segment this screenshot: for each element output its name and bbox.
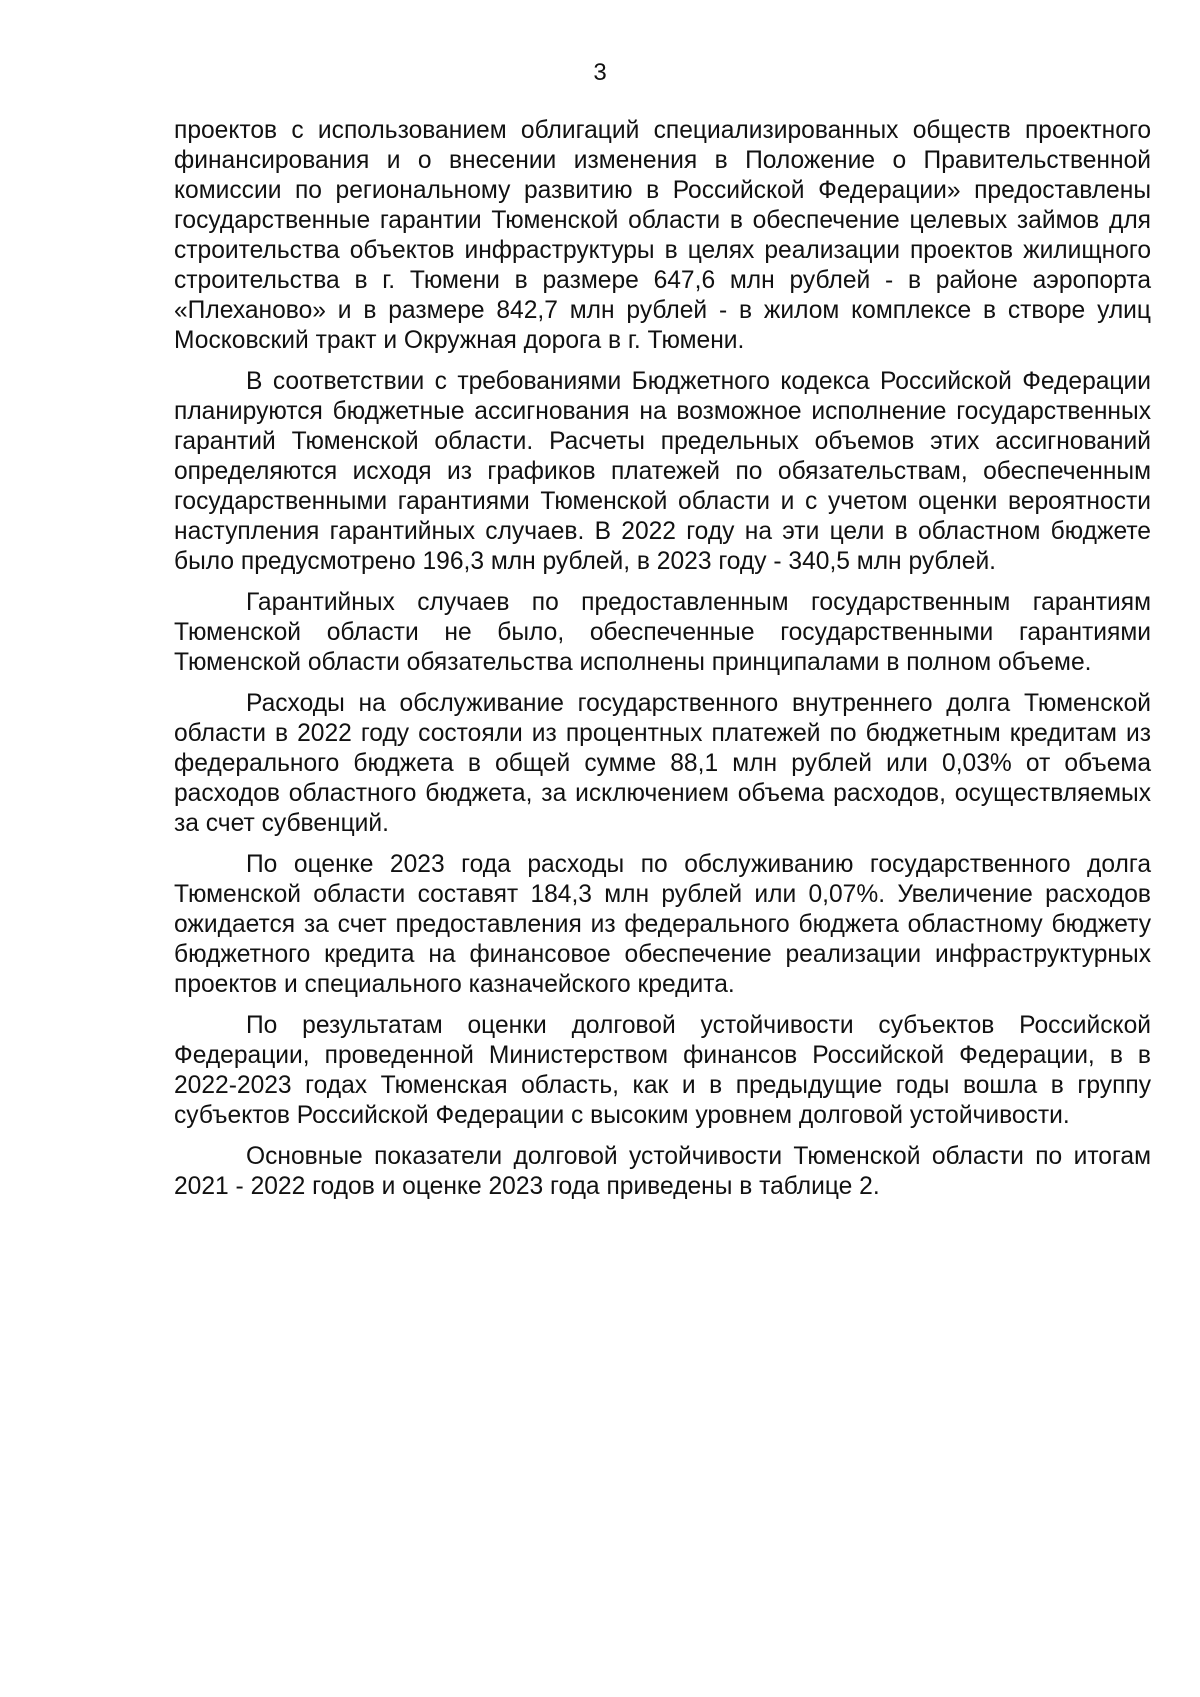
- paragraph-continuation: проектов с использованием облигаций специализированных обществ проектного финансирования и о внесении изменения в Положение о Правительственной комиссии по региональному развитию в Российской Федерации» предоставлены государственные гарантии Тюменской области в обеспечение целевых займов для строительства объектов инфраструктуры в целях реализации проектов жилищного строительства в г. Тюмени в размере 647,6 млн рублей - в районе аэропорта «Плеханово» и в размере 842,7 млн рублей - в жилом комплексе в створе улиц Московский тракт и Окружная дорога в г. Тюмени.: [174, 117, 1151, 354]
- paragraph-guarantee-cases: Гарантийных случаев по предоставленным государственным гарантиям Тюменской области не было, обеспеченные государственными гарантиями Тюменской области обязательства исполнены принципалами в полном объеме.: [174, 589, 1151, 676]
- paragraph-debt-service-2022: Расходы на обслуживание государственного внутреннего долга Тюменской области в 2022 году состояли из процентных платежей по бюджетным кредитам из федерального бюджета в общей сумме 88,1 млн рублей или 0,03% от объема расходов областного бюджета, за исключением объема расходов, осуществляемых за счет субвенций.: [174, 690, 1151, 837]
- document-body: [174, 116, 1151, 1213]
- paragraph-debt-service-2023: По оценке 2023 года расходы по обслуживанию государственного долга Тюменской области составят 184,3 млн рублей или 0,07%. Увеличение расходов ожидается за счет предоставления из федерального бюджета областному бюджету бюджетного кредита на финансовое обеспечение реализации инфраструктурных проектов и специального казначейского кредита.: [174, 851, 1151, 998]
- paragraph-table-reference: Основные показатели долговой устойчивости Тюменской области по итогам 2021 - 2022 годов и оценке 2023 года приведены в таблице 2.: [174, 1143, 1151, 1200]
- paragraph-debt-sustainability: По результатам оценки долговой устойчивости субъектов Российской Федерации, проведенной Министерством финансов Российской Федерации, в в 2022-2023 годах Тюменская область, как и в предыдущие годы вошла в группу субъектов Российской Федерации с высоким уровнем долговой устойчивости.: [174, 1012, 1151, 1129]
- paragraph-budget-allocations: В соответствии с требованиями Бюджетного кодекса Российской Федерации планируются бюджетные ассигнования на возможное исполнение государственных гарантий Тюменской области. Расчеты предельных объемов этих ассигнований определяются исходя из графиков платежей по обязательствам, обеспеченным государственными гарантиями Тюменской области и с учетом оценки вероятности наступления гарантийных случаев. В 2022 году на эти цели в областном бюджете было предусмотрено 196,3 млн рублей, в 2023 году - 340,5 млн рублей.: [174, 368, 1151, 575]
- page-number: 3: [593, 59, 607, 86]
